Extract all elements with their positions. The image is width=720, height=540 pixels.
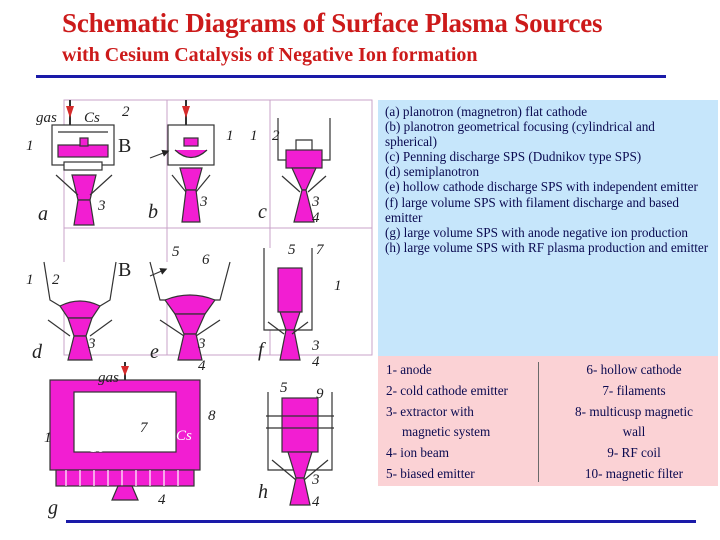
description-c: (c) Penning discharge SPS (Dudnikov type SPS) <box>385 149 642 165</box>
label-1f: 1 <box>334 278 342 294</box>
label-10g: 10 <box>90 440 105 456</box>
legend-item: magnetic system <box>402 424 491 440</box>
description-d: (d) semiplanotron <box>385 164 480 180</box>
legend-divider <box>538 362 539 482</box>
panel-c <box>278 118 330 222</box>
label-1g: 1 <box>44 430 52 446</box>
legend-item: 4- ion beam <box>386 445 449 461</box>
panel-letter-g: g <box>48 497 58 519</box>
label-8g: 8 <box>208 408 216 424</box>
legend-item: 8- multicusp magnetic <box>575 403 693 419</box>
panel-letter-h: h <box>258 481 268 503</box>
label-2: 2 <box>122 104 130 120</box>
label-7f: 7 <box>316 242 324 258</box>
legend-item: wall <box>622 424 646 440</box>
label-5h: 5 <box>280 380 288 396</box>
description-f: (f) large volume SPS with filament discharge and based emitter <box>385 194 679 225</box>
page-title: Schematic Diagrams of Surface Plasma Sources <box>62 8 603 38</box>
label-4c: 4 <box>312 210 320 226</box>
legend-item: 6- hollow cathode <box>586 362 682 377</box>
panel-letter-b: b <box>148 201 158 223</box>
panel-f <box>264 248 312 360</box>
panel-letter-a: a <box>38 203 48 225</box>
label-9h: 9 <box>316 386 324 402</box>
legend-item: 5- biased emitter <box>386 465 475 481</box>
gas-label: gas <box>36 110 57 126</box>
legend-item: 7- filaments <box>602 382 666 398</box>
legend-item: 1- anode <box>386 362 432 377</box>
label-1b: 1 <box>226 128 234 144</box>
label-3b: 3 <box>200 194 208 210</box>
label-3e: 3 <box>198 336 206 352</box>
label-4g: 4 <box>158 492 166 508</box>
label-4h: 4 <box>312 494 320 510</box>
label-3d: 3 <box>88 336 96 352</box>
label-5f: 5 <box>288 242 296 258</box>
panel-letter-e: e <box>150 341 159 363</box>
label-3c: 3 <box>312 194 320 210</box>
legend-item: 3- extractor with <box>386 403 474 419</box>
description-g: (g) large volume SPS with anode negative ion production <box>385 224 689 240</box>
field-b-label: B <box>118 135 132 157</box>
legend-right-column <box>554 360 714 485</box>
cs-label: Cs <box>84 110 100 126</box>
description-e: (e) hollow cathode discharge SPS with independent emitter <box>385 179 698 195</box>
label-3h: 3 <box>312 472 320 488</box>
page-subtitle: with Cesium Catalysis of Negative Ion formation <box>62 44 478 66</box>
panel-e <box>150 262 230 360</box>
label-1: 1 <box>26 138 34 154</box>
label-7g: 7 <box>140 420 148 436</box>
label-4f: 4 <box>312 354 320 370</box>
label-4e: 4 <box>198 358 206 374</box>
panel-h <box>266 392 334 505</box>
label-1c: 1 <box>250 128 258 144</box>
label-2d: 2 <box>52 272 60 288</box>
label-3f: 3 <box>312 338 320 354</box>
legend-panel <box>378 356 718 486</box>
legend-item: 10- magnetic filter <box>584 465 684 481</box>
label-3: 3 <box>98 198 106 214</box>
panel-letter-d: d <box>32 341 42 363</box>
field-b-label-2: B <box>118 259 132 281</box>
legend-item: 2- cold cathode emitter <box>386 382 508 398</box>
cs-label-g: Cs <box>176 428 192 444</box>
label-2c: 2 <box>272 128 280 144</box>
gas-label-g: gas <box>98 370 119 386</box>
legend-left-column <box>386 360 556 485</box>
panel-letter-f: f <box>258 339 264 361</box>
description-a: (a) planotron (magnetron) flat cathode <box>385 104 588 119</box>
description-panel <box>378 100 718 356</box>
description-h: (h) large volume SPS with RF plasma production and emitter <box>385 239 709 255</box>
label-5e: 5 <box>172 244 180 260</box>
legend-item: 9- RF coil <box>607 445 661 461</box>
label-6e: 6 <box>202 252 210 268</box>
label-1d: 1 <box>26 272 34 288</box>
panel-letter-c: c <box>258 201 267 223</box>
description-b: (b) planotron geometrical focusing (cylindrical and spherical) <box>385 119 655 150</box>
